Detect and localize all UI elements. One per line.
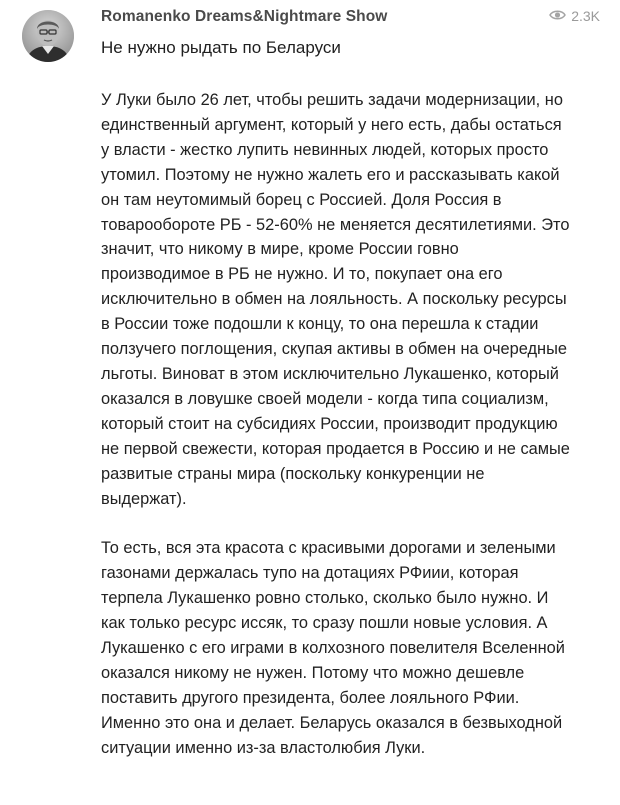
post-line: исключительно в обмен на лояльность. А поскольку ресурсы bbox=[101, 290, 567, 309]
post-line: развитые страны мира (поскольку конкуренции не bbox=[101, 464, 485, 483]
post-line: оказался в ловушке своей модели - когда типа социализм, bbox=[101, 389, 549, 408]
view-count-value: 2.3K bbox=[571, 8, 600, 24]
post-line: у власти - жестко лупить невинных людей, которых просто bbox=[101, 140, 549, 159]
person-portrait-icon[interactable] bbox=[22, 10, 74, 62]
post-line: не первой свежести, которая продается в Россию и не самые bbox=[101, 439, 570, 458]
post-body bbox=[101, 88, 606, 786]
post-line: ситуации именно из-за властолюбия Луки. bbox=[101, 738, 426, 757]
post-line: Лукашенко с его играми в колхозного повелителя Вселенной bbox=[101, 639, 565, 658]
post-line: У Луки было 26 лет, чтобы решить задачи модернизации, но bbox=[101, 91, 563, 109]
post-line: льготы. Виноват в этом исключительно Лукашенко, который bbox=[101, 364, 559, 383]
post-line: поставить другого президента, более лояльного РФии. bbox=[101, 688, 520, 707]
post-headline: Не нужно рыдать по Беларуси bbox=[101, 38, 341, 57]
post-line: терпела Лукашенко ровно столько, сколько было нужно. И bbox=[101, 589, 549, 608]
post-line: То есть, вся эта красота с красивыми дорогами и зелеными bbox=[101, 539, 556, 558]
post-line: он там неутомимый борец с Россией. Доля Россия в bbox=[101, 190, 502, 209]
post-line: оказался никому не нужен. Потому что можно дешевле bbox=[101, 663, 525, 682]
post-line: утомил. Поэтому не нужно жалеть его и рассказывать какой bbox=[101, 165, 560, 184]
post-line: выдержат). bbox=[101, 489, 187, 508]
post-line: производимое в РБ не нужно. И то, покупает она его bbox=[101, 265, 503, 284]
post-paragraph bbox=[101, 88, 606, 511]
post-paragraph bbox=[101, 536, 606, 760]
post-line: ползучего поглощения, скупая активы в обмен на очередные bbox=[101, 340, 567, 359]
post-line: как только ресурс иссяк, то сразу пошли новые условия. А bbox=[101, 614, 548, 633]
channel-name[interactable]: Romanenko Dreams&Nightmare Show bbox=[101, 8, 388, 25]
post-line: значит, что никому в мире, кроме России говно bbox=[101, 240, 459, 259]
eye-icon bbox=[549, 8, 566, 24]
post-line: единственный аргумент, который у него есть, дабы остаться bbox=[101, 115, 562, 134]
post-line: Именно это она и делает. Беларусь оказался в безвыходной bbox=[101, 713, 563, 732]
view-count bbox=[549, 8, 600, 24]
post-line: в России тоже подошли к концу, то она перешла к стадии bbox=[101, 315, 539, 334]
post-line: который стоит на субсидиях России, производит продукцию bbox=[101, 414, 558, 433]
post-line: товарообороте РБ - 52-60% не меняется десятилетиями. Это bbox=[101, 215, 570, 234]
post-line: газонами держалась тупо на дотациях РФиии, которая bbox=[101, 564, 519, 583]
